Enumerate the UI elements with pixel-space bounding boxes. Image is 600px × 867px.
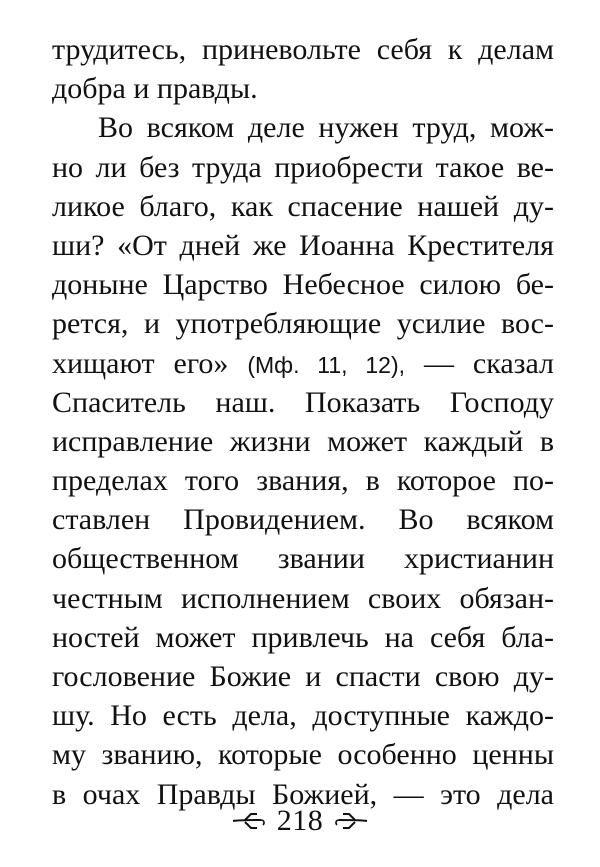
text-line: доныне Царство Небесное силою бе- [52, 268, 554, 302]
paragraph-first-line: Во всяком деле нужен труд, мож- [98, 111, 554, 145]
left-flourish-icon [231, 811, 267, 831]
text-line: пределах того звания, в которое по- [52, 464, 554, 498]
text-line: ставлен Провидением. Во всяком [52, 503, 554, 537]
text-line: честным исполнением своих обязан- [52, 581, 554, 615]
quote-end-text: хищают его» [52, 346, 229, 380]
text-line: ностей может привлечь на себя бла- [52, 620, 554, 654]
text-line: общественном звании христианин [52, 542, 554, 576]
text-line: но ли без труда приобрести такое ве- [52, 150, 554, 184]
text-line: шу. Но есть дела, доступные каждо- [52, 699, 554, 733]
text-line: добра и правды. [52, 72, 258, 106]
text-line: рется, и употребляющие усилие вос- [52, 307, 554, 341]
text-line: трудитесь, приневольте себя к делам [52, 33, 554, 66]
page-footer [0, 804, 600, 838]
text-line: исправление жизни может каждый в [52, 424, 554, 458]
text-line: Спаситель наш. Показать Господу [52, 385, 554, 419]
text-line: ши? «От дней же Иоанна Крестителя [52, 228, 554, 262]
page-number: 218 [276, 804, 324, 837]
right-flourish-icon [333, 811, 369, 831]
text-line-with-citation [52, 344, 554, 383]
scripture-reference: (Мф. 11, 12), [247, 351, 406, 378]
text-line: гословение Божие и спасти свою ду- [52, 660, 554, 693]
body-text [52, 30, 554, 814]
text-line: ликое благо, как спасение нашей ду- [52, 189, 554, 223]
text-line: му званию, которые особенно ценны [52, 738, 554, 772]
text-line: в очах Правды Божией, — это дела [52, 777, 554, 811]
attribution-text: — сказал [423, 346, 555, 380]
